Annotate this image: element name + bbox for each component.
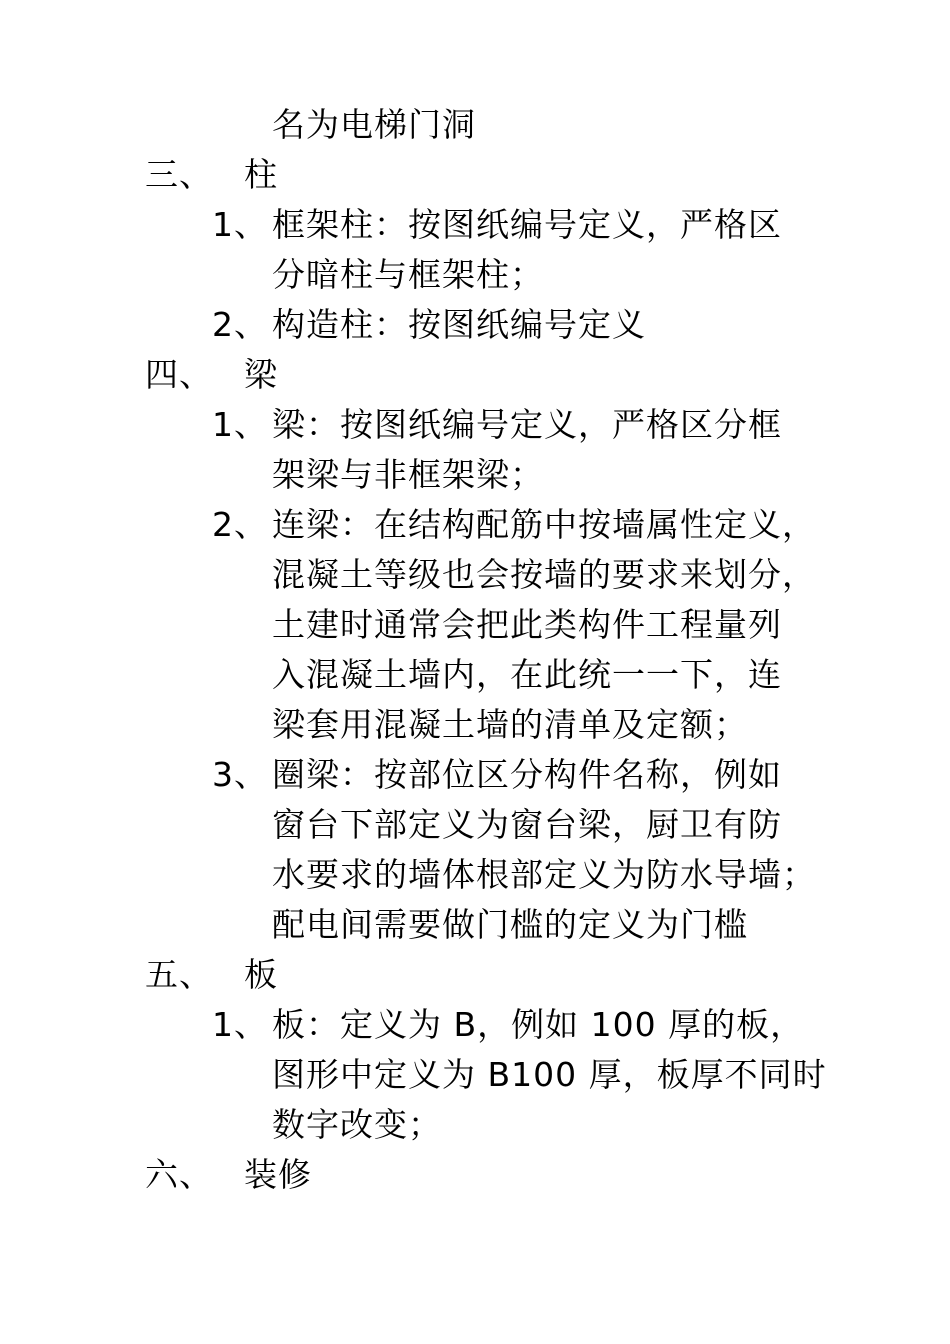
item-text-line: 窗台下部定义为窗台梁，厨卫有防	[272, 805, 782, 844]
item-number: 1、	[212, 405, 268, 444]
item-number: 3、	[212, 755, 268, 794]
section-marker: 六、	[145, 1155, 213, 1194]
section-title: 板	[244, 955, 278, 994]
item-text-line: 梁：按图纸编号定义，严格区分框	[272, 405, 782, 444]
item-text-line: 入混凝土墙内，在此统一一下，连	[272, 655, 782, 694]
item-text-line: 架梁与非框架梁；	[272, 455, 544, 494]
item-text-line: 梁套用混凝土墙的清单及定额；	[272, 705, 748, 744]
section-title: 装修	[244, 1155, 312, 1194]
item-text-line: 连梁：在结构配筋中按墙属性定义，	[272, 505, 816, 544]
item-number: 2、	[212, 505, 268, 544]
item-text-line: 板：定义为 B，例如 100 厚的板，	[272, 1005, 805, 1044]
item-text-line: 框架柱：按图纸编号定义，严格区	[272, 205, 782, 244]
section-marker: 五、	[145, 955, 213, 994]
item-text-line: 土建时通常会把此类构件工程量列	[272, 605, 782, 644]
item-number: 1、	[212, 205, 268, 244]
item-text-line: 分暗柱与框架柱；	[272, 255, 544, 294]
item-text-line: 配电间需要做门槛的定义为门槛	[272, 905, 748, 944]
item-text-line: 构造柱：按图纸编号定义	[272, 305, 646, 344]
item-text-line: 圈梁：按部位区分构件名称，例如	[272, 755, 782, 794]
section-marker: 三、	[145, 155, 213, 194]
item-number: 2、	[212, 305, 268, 344]
item-text-line: 数字改变；	[272, 1105, 442, 1144]
item-text-line: 图形中定义为 B100 厚，板厚不同时	[272, 1055, 827, 1094]
item-text-line: 混凝土等级也会按墙的要求来划分，	[272, 555, 816, 594]
section-title: 柱	[244, 155, 278, 194]
item-number: 1、	[212, 1005, 268, 1044]
item-text-line: 水要求的墙体根部定义为防水导墙；	[272, 855, 816, 894]
section-title: 梁	[244, 355, 278, 394]
section-marker: 四、	[145, 355, 213, 394]
continuation-line: 名为电梯门洞	[272, 105, 476, 144]
